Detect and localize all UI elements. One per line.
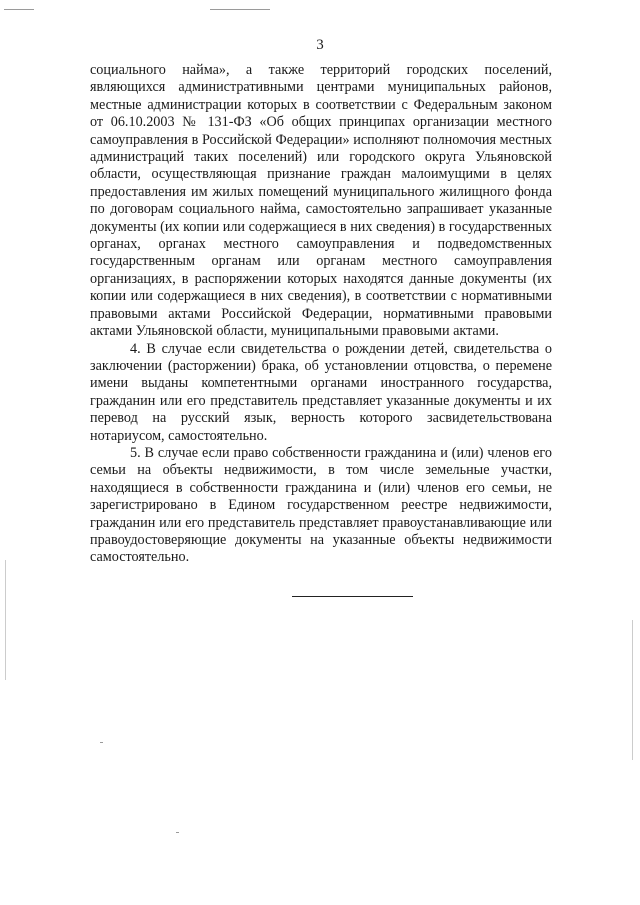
page-number: 3 xyxy=(316,37,324,53)
scan-mark-top xyxy=(210,9,270,10)
scan-mark-right-edge xyxy=(632,620,633,760)
paragraph-item-5: 5. В случае если право собственности гражданина и (или) членов его семьи на объекты недвижимости, в том числе земельные участки, находящиеся в собственности гражданина и (или) членов его семьи, не зарегистрировано в Едином государственном реестре недвижимости, гражданин или его представитель представляет правоустанавливающие или правоудостоверяющие документы на указанные объекты недвижимости самостоятельно. xyxy=(90,444,552,566)
paragraph-item-4: 4. В случае если свидетельства о рождении детей, свидетельства о заключении (расторжении) брака, об установлении отцовства, о перемене имени выданы компетентными органами иностранного государства, гражданин или его представитель представляет указанные документы и их перевод на русский язык, верность которого засвидетельствована нотариусом, самостоятельно. xyxy=(90,340,552,444)
paragraph-continuation: социального найма», а также территорий городских поселений, являющихся административными центрами муниципальных районов, местные администрации которых в соответствии с Федеральным законом от 06.10.2003 № 131-ФЗ «Об общих принципах организации местного самоуправления в Российской Федерации» исполняют полномочия местных администраций таких поселений) или городского округа Ульяновской области, осуществляющая признание граждан малоимущими в целях предоставления им жилых помещений муниципального жилищного фонда по договорам социального найма, самостоятельно запрашивает указанные документы (их копии или содержащиеся в них сведения) в государственных органах, органах местного самоуправления и подведомственных государственным органам или органам местного самоуправления организациях, в распоряжении которых находятся данные документы (их копии или содержащиеся в них сведения), в соответствии с нормативными правовыми актами Российской Федерации, нормативными правовыми актами Ульяновской области, муниципальными правовыми актами. xyxy=(90,62,552,340)
scan-mark-left-edge xyxy=(5,560,6,680)
scan-mark-top-left xyxy=(4,9,34,10)
scan-speck-1 xyxy=(100,742,103,743)
body-text xyxy=(90,62,552,567)
closing-rule xyxy=(292,596,413,597)
scan-speck-2 xyxy=(176,832,179,833)
